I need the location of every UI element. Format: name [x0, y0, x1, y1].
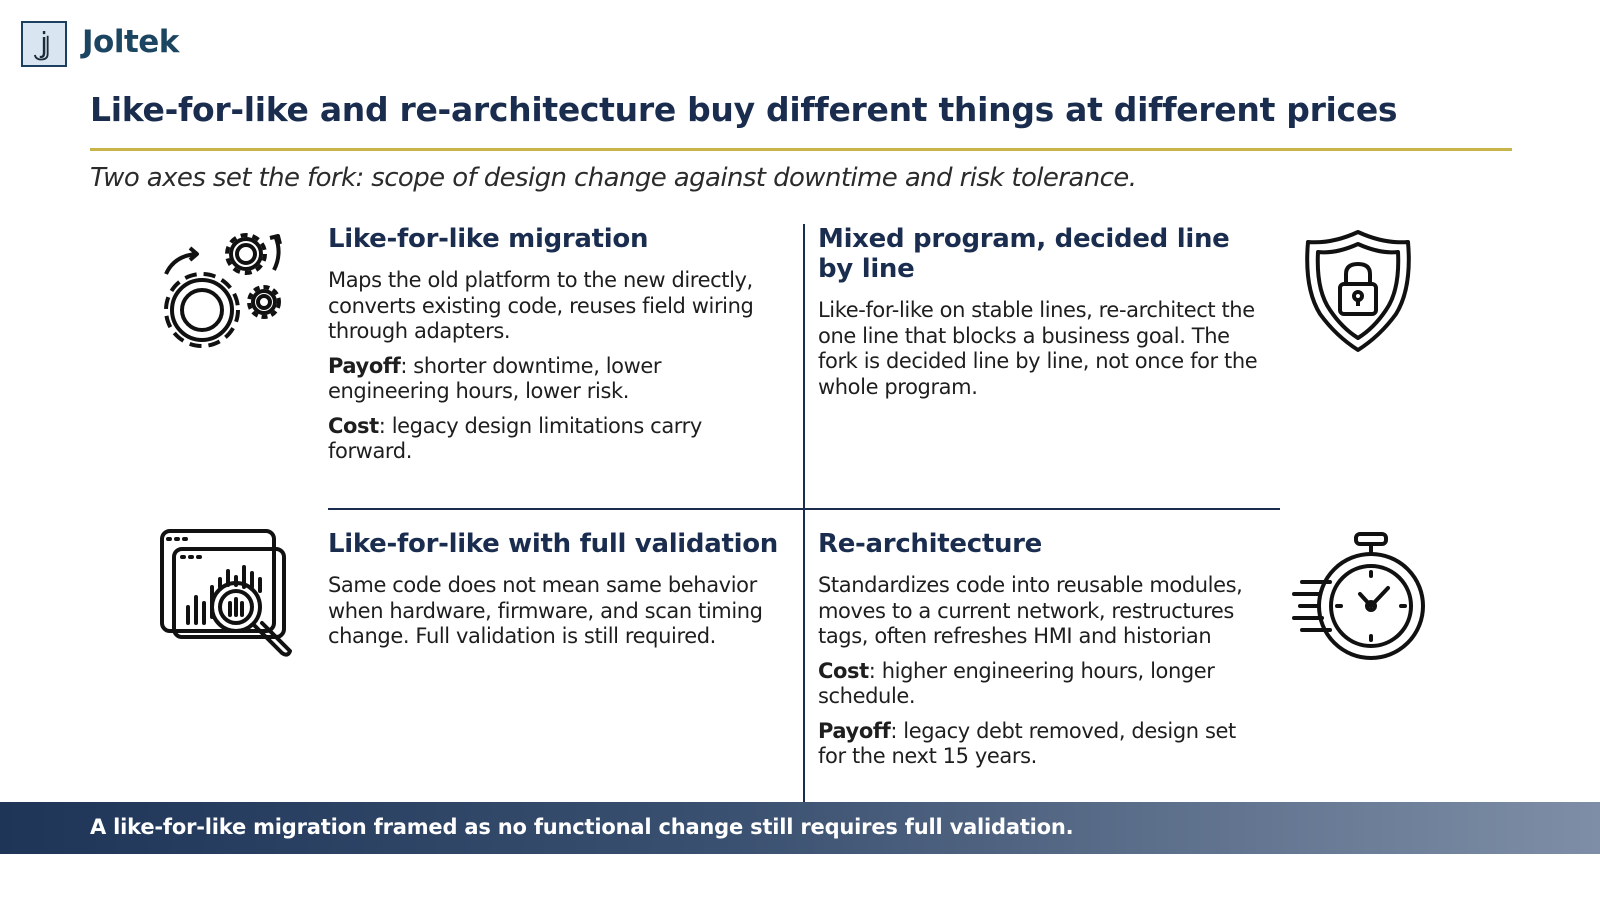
paragraph-text: : higher engineering hours, longer schedule. — [818, 658, 1215, 708]
quadrant-paragraph — [328, 268, 778, 345]
page-title: Like-for-like and re-architecture buy different things at different prices — [90, 90, 1398, 129]
page-subtitle: Two axes set the fork: scope of design change against downtime and risk tolerance. — [90, 163, 1137, 193]
logo-icon — [21, 21, 67, 67]
title-divider — [90, 148, 1512, 151]
payoff-paragraph — [328, 354, 778, 405]
brand-name: Joltek — [82, 24, 179, 60]
analytics-magnifier-icon — [158, 527, 296, 663]
quadrant-heading: Like-for-like migration — [328, 224, 649, 254]
paragraph-text: Maps the old platform to the new directly, converts existing code, reuses field wiring through adapters. — [328, 268, 754, 343]
shield-lock-icon — [1302, 228, 1414, 354]
quadrant-heading: Like-for-like with full validation — [328, 529, 778, 559]
quadrant-heading: Mixed program, decided line by line — [818, 224, 1230, 284]
paragraph-text: Standardizes code into reusable modules, moves to a current network, restructures tags, often refreshes HMI and historian — [818, 573, 1243, 648]
quadrant-heading: Re-architecture — [818, 529, 1043, 559]
gears-icon — [160, 230, 290, 360]
quadrant-paragraph — [818, 298, 1258, 400]
paragraph-label: Cost — [818, 658, 869, 683]
banner-text: A like-for-like migration framed as no functional change still requires full validation. — [90, 815, 1074, 839]
quadrant-full-validation — [328, 529, 788, 659]
paragraph-text: : shorter downtime, lower engineering hours, lower risk. — [328, 353, 662, 403]
paragraph-text: Same code does not mean same behavior when hardware, firmware, and scan timing change. Full validation is still required. — [328, 573, 763, 648]
takeaway-banner — [0, 802, 1600, 854]
quadrant-paragraph — [328, 573, 788, 650]
quadrant-horizontal-divider — [328, 508, 1280, 510]
cost-paragraph — [818, 659, 1268, 710]
quadrant-re-architecture — [818, 529, 1268, 779]
paragraph-text: : legacy design limitations carry forward. — [328, 413, 702, 463]
paragraph-text: Like-for-like on stable lines, re-architect the one line that blocks a business goal. The fork is decided line by line, not once for the whole program. — [818, 298, 1258, 399]
paragraph-label: Payoff — [328, 353, 401, 378]
paragraph-text: : legacy debt removed, design set for the next 15 years. — [818, 718, 1236, 768]
cost-paragraph — [328, 414, 778, 465]
svg-text:j: j — [40, 28, 48, 60]
paragraph-label: Payoff — [818, 718, 891, 743]
quadrant-mixed-program — [818, 224, 1258, 409]
payoff-paragraph — [818, 719, 1268, 770]
stopwatch-icon — [1290, 530, 1430, 662]
quadrant-vertical-divider — [803, 224, 805, 804]
quadrant-like-for-like-migration — [328, 224, 778, 474]
paragraph-label: Cost — [328, 413, 379, 438]
quadrant-paragraph — [818, 573, 1268, 650]
